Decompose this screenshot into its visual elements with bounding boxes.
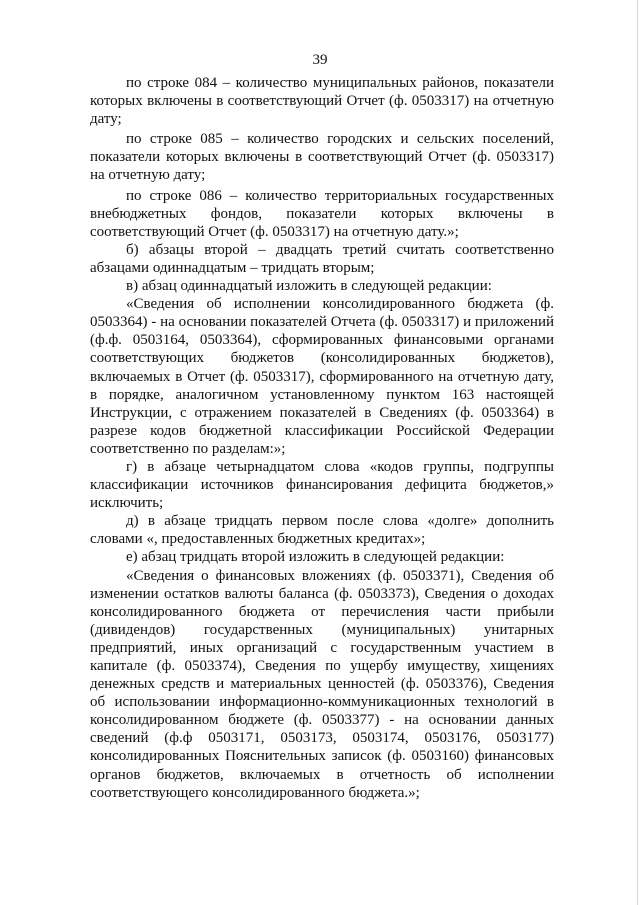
paragraph-quote-0503371: «Сведения о финансовых вложениях (ф. 0503371), Сведения об изменении остатков валюты баланса (ф. 0503373), Сведения о доходах консолидированного бюджета от перечисления части прибыли (дивидендов) государственных (муниципальных) унитарных предприятий, иных организаций с государственным участием в капитале (ф. 0503374), Сведения по ущербу имуществу, хищениях денежных средств и материальных ценностей (ф. 0503376), Сведения об использовании информационно-коммуникационных технологий в консолидированном бюджете (ф. 0503377) - на основании данных сведений (ф.ф 0503171, 0503173, 0503174, 0503176, 0503177) консолидированных Пояснительных записок (ф. 0503160) финансовых органов бюджетов, включаемых в отчетность об исполнении соответствующего консолидированного бюджета.»;: [90, 567, 554, 801]
paragraph-item-v: в) абзац одиннадцатый изложить в следующей редакции:: [126, 278, 492, 295]
paragraph-item-b: б) абзацы второй – двадцать третий считать соответственно абзацами одиннадцатым – тридцать вторым;: [90, 241, 554, 276]
paragraph-row-086: по строке 086 – количество территориальных государственных внебюджетных фондов, показатели которых включены в соответствующий Отчет (ф. 0503317) на отчетную дату.»;: [90, 187, 554, 240]
paragraph-row-085: по строке 085 – количество городских и сельских поселений, показатели которых включены в соответствующий Отчет (ф. 0503317) на отчетную дату;: [90, 131, 554, 184]
paragraph-row-084: по строке 084 – количество муниципальных районов, показатели которых включены в соответствующий Отчет (ф. 0503317) на отчетную дату;: [90, 75, 554, 128]
document-body: [90, 74, 554, 802]
paragraph-item-g: г) в абзаце четырнадцатом слова «кодов группы, подгруппы классификации источников финансирования дефицита бюджетов,» исключить;: [90, 458, 554, 512]
paragraph-item-d: д) в абзаце тридцать первом после слова «долге» дополнить словами «, предоставленных бюджетных кредитах»;: [90, 513, 554, 548]
paragraph-quote-0503364: «Сведения об исполнении консолидированного бюджета (ф. 0503364) - на основании показателей Отчета (ф. 0503317) и приложений (ф.ф. 0503164, 0503364), сформированных финансовыми органами соответствующих бюджетов (консолидированных бюджетов), включаемых в Отчет (ф. 0503317), сформированного на отчетную дату, в порядке, аналогичном установленному пунктом 163 настоящей Инструкции, с отражением показателей в Сведениях (ф. 0503364) в разрезе кодов бюджетной классификации Российской Федерации соответственно по разделам:»;: [90, 296, 554, 457]
paragraph-item-e: е) абзац тридцать второй изложить в следующей редакции:: [126, 549, 505, 566]
page-number: 39: [312, 52, 328, 68]
page-edge-line: [637, 0, 638, 905]
